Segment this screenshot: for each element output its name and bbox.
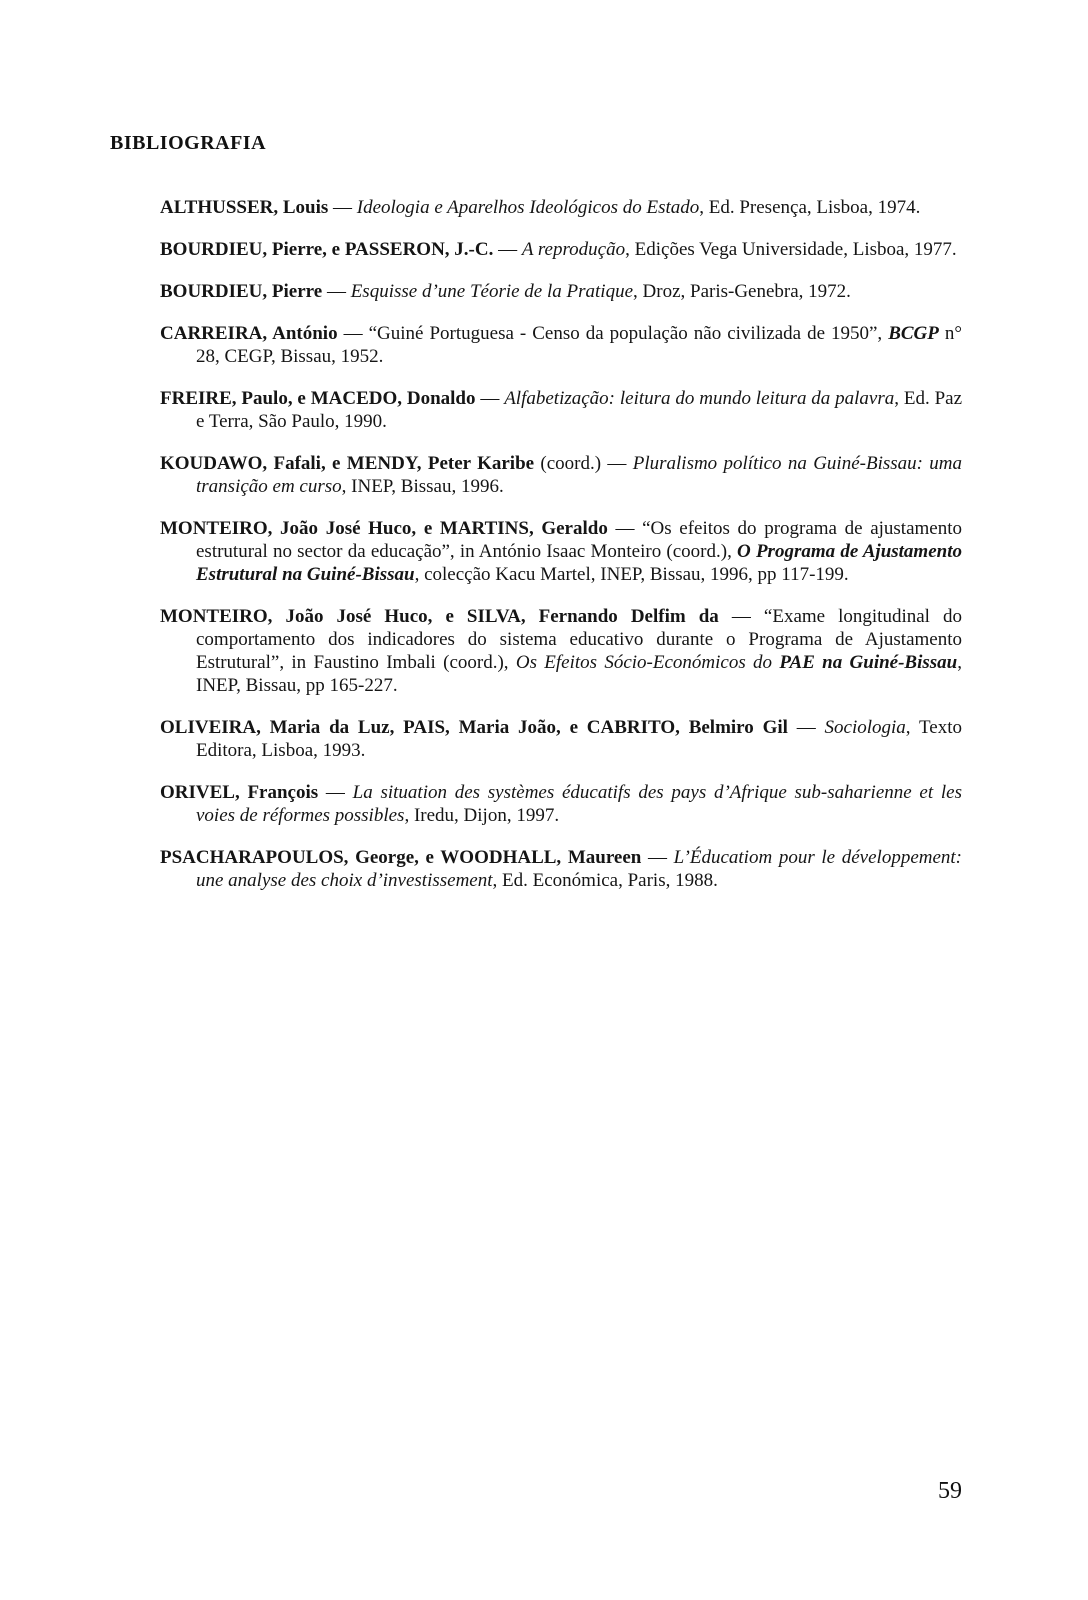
entry-text-normal: n° 28, CEGP, Bissau, 1952. [196, 323, 962, 367]
entry-text-bold-italic: BCGP [888, 323, 939, 344]
entry-text-bold: MONTEIRO, João José Huco, e SILVA, Fernando Delfim da [160, 606, 719, 627]
entry-text-bold: OLIVEIRA, Maria da Luz, PAIS, Maria João, e CABRITO, Belmiro Gil [160, 717, 788, 738]
entry-text-normal: — “Os efeitos do programa de ajustamento estrutural no sector da educação”, in António Isaac Monteiro (coord.), [196, 518, 963, 562]
bibliography-entry [160, 846, 962, 892]
entry-text-italic: Pluralismo político na Guiné-Bissau: uma transição em curso [196, 453, 963, 497]
entry-text-normal: — [318, 782, 353, 803]
page-title: BIBLIOGRAFIA [110, 132, 267, 154]
entry-text-normal: , Ed. Económica, Paris, 1988. [492, 870, 718, 891]
entry-text-italic: Esquisse d’une Téorie de la Pratique [350, 281, 634, 302]
entry-text-normal: — “Exame longitudinal do comportamento dos indicadores do sistema educativo durante o Programa de Ajustamento Estrutural”, in Faustino Imbali (coord.), [196, 606, 963, 673]
bibliography-entry [160, 280, 962, 303]
bibliography-list [160, 196, 962, 911]
entry-text-normal: — [641, 847, 674, 868]
entry-text-normal: , Texto Editora, Lisboa, 1993. [196, 717, 962, 761]
entry-text-normal: — [322, 281, 351, 302]
entry-text-bold: BOURDIEU, Pierre [160, 281, 323, 302]
entry-text-normal: , INEP, Bissau, pp 165-227. [196, 652, 962, 696]
bibliography-entry [160, 781, 962, 827]
entry-text-bold: FREIRE, Paulo, e MACEDO, Donaldo [160, 388, 476, 409]
entry-text-bold: PSACHARAPOULOS, George, e WOODHALL, Maureen [160, 847, 642, 868]
entry-text-bold: ORIVEL, François [160, 782, 319, 803]
entry-text-normal: — “Guiné Portuguesa - Censo da população não civilizada de 1950”, [337, 323, 889, 344]
entry-text-italic: Sociologia [824, 717, 906, 738]
bibliography-entry [160, 196, 962, 219]
entry-text-normal: , Iredu, Dijon, 1997. [404, 805, 560, 826]
bibliography-entry [160, 517, 962, 586]
entry-text-italic: La situation des systèmes éducatifs des pays d’Afrique sub-saharienne et les voies de réformes possibles [196, 782, 962, 826]
entry-text-normal: , Ed. Presença, Lisboa, 1974. [699, 197, 921, 218]
entry-text-bold: ALTHUSSER, Louis [160, 197, 329, 218]
entry-text-bold: BOURDIEU, Pierre, e PASSERON, J.-C. [160, 239, 494, 260]
entry-text-normal: , Droz, Paris-Genebra, 1972. [633, 281, 851, 302]
bibliography-entry [160, 238, 962, 261]
bibliography-entry [160, 387, 962, 433]
entry-text-bold-italic: O Programa de Ajustamento Estrutural na Guiné-Bissau [196, 541, 962, 585]
entry-text-normal: — [493, 239, 522, 260]
bibliography-entry [160, 605, 962, 697]
entry-text-normal: , INEP, Bissau, 1996. [341, 476, 504, 497]
bibliography-entry [160, 322, 962, 368]
entry-text-bold: MONTEIRO, João José Huco, e MARTINS, Geraldo [160, 518, 608, 539]
bibliography-entry [160, 452, 962, 498]
bibliography-entry [160, 716, 962, 762]
entry-text-normal: , colecção Kacu Martel, INEP, Bissau, 1996, pp 117-199. [414, 564, 849, 585]
entry-text-italic: Alfabetização: leitura do mundo leitura da palavra [504, 388, 895, 409]
entry-text-normal: — [475, 388, 505, 409]
entry-text-italic: L’Éducatiom pour le développement: une analyse des choix d’investissement [196, 847, 963, 891]
entry-text-normal: — [328, 197, 357, 218]
entry-text-italic: A reprodução [521, 239, 626, 260]
page-number: 59 [938, 1478, 962, 1504]
entry-text-normal: — [787, 717, 825, 738]
entry-text-italic: Os Efeitos Sócio-Económicos do [515, 652, 780, 673]
entry-text-normal: , Edições Vega Universidade, Lisboa, 1977. [625, 239, 957, 260]
entry-text-bold-italic: PAE na Guiné-Bissau [779, 652, 958, 673]
entry-text-normal: , Ed. Paz e Terra, São Paulo, 1990. [196, 388, 963, 432]
entry-text-italic: Ideologia e Aparelhos Ideológicos do Estado [356, 197, 700, 218]
entry-text-bold: KOUDAWO, Fafali, e MENDY, Peter Karibe [160, 453, 535, 474]
entry-text-normal: (coord.) — [534, 453, 633, 474]
entry-text-bold: CARREIRA, António [160, 323, 338, 344]
